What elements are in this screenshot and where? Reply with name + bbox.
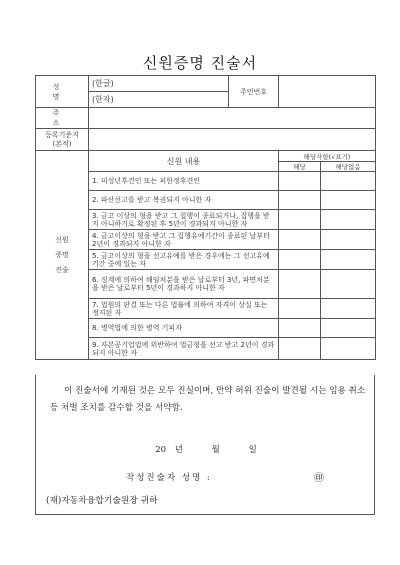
list-item: 9. 자본공기업법에 위반하여 벌금형을 선고 받고 2년이 경과되지 아니한 자: [89, 338, 279, 360]
hangul-label: (한글): [92, 79, 114, 88]
registered-base-label: 등록기준지: [45, 130, 79, 139]
name-hanja-field[interactable]: [89, 92, 229, 108]
side-label-line: 진술: [55, 265, 69, 274]
list-item: 7. 법원의 판결 또는 다른 법률에 의하여 자격이 상실 또는 정지된 자: [89, 299, 279, 319]
resident-number-field[interactable]: [279, 76, 376, 108]
name-hangul-field[interactable]: [89, 76, 229, 92]
name-label: 성 명: [36, 76, 89, 108]
item-3-yes-checkbox[interactable]: [279, 210, 321, 230]
list-item: 3. 금고 이상의 형을 받고 그 집행이 종료되거나, 집행을 받지 아니하기로 확정된 후 5년이 경과되지 아니한 자: [89, 210, 279, 230]
applicable-yes-header: 해당: [279, 162, 321, 172]
signer-label: 작성진술자 성명 :: [126, 473, 212, 483]
item-5-yes-checkbox[interactable]: [279, 250, 321, 270]
identity-side-label: [36, 151, 89, 360]
item-9-yes-checkbox[interactable]: [279, 338, 321, 360]
side-label-line: 증명: [55, 250, 69, 259]
item-9-no-checkbox[interactable]: [321, 338, 376, 360]
item-6-yes-checkbox[interactable]: [279, 270, 321, 299]
list-item: 6. 징계에 의하여 해임처분을 받은 날로부터 3년, 파면처분을 받은 날로부터 5년이 경과하지 아니한 자: [89, 270, 279, 299]
year-prefix: 20: [155, 445, 167, 455]
side-label-line: 신원: [55, 235, 69, 244]
item-4-no-checkbox[interactable]: [321, 230, 376, 250]
list-item: 2. 파산선고를 받고 복권되지 아니한 자: [89, 191, 279, 210]
registered-base-field[interactable]: [89, 129, 376, 151]
registered-base-sub: (본적): [52, 139, 72, 148]
item-2-no-checkbox[interactable]: [321, 191, 376, 210]
year-label: 년: [174, 445, 183, 455]
item-1-no-checkbox[interactable]: [321, 172, 376, 191]
applicable-header: 해당사항(√표기): [279, 151, 376, 162]
item-6-no-checkbox[interactable]: [321, 270, 376, 299]
item-8-no-checkbox[interactable]: [321, 319, 376, 338]
recipient-footer: (재)자동차융합기술원장 귀하: [46, 496, 158, 506]
registered-base-cell: [36, 129, 89, 151]
day-label: 일: [248, 445, 257, 455]
applicable-no-header: 해당없음: [321, 162, 376, 172]
content-header: 신원 내용: [89, 151, 279, 172]
item-1-yes-checkbox[interactable]: [279, 172, 321, 191]
item-8-yes-checkbox[interactable]: [279, 319, 321, 338]
month-label: 월: [211, 445, 220, 455]
seal-icon: ㊞: [314, 473, 324, 484]
item-5-no-checkbox[interactable]: [321, 250, 376, 270]
address-label: 주 소: [36, 108, 89, 129]
statement-form-table: [35, 75, 376, 360]
address-field[interactable]: [89, 108, 376, 129]
list-item: 5. 금고이상의 형을 선고유예를 받은 경우에는 그 선고유예기간 중에 있는 자: [89, 250, 279, 270]
list-item: 4. 금고이상의 형을 받고 그 집행유예기간이 종료된 날부터 2년이 경과되지 아니한 자: [89, 230, 279, 250]
item-7-yes-checkbox[interactable]: [279, 299, 321, 319]
oath-text: 이 진술서에 기재된 것은 모두 진실이며, 만약 허위 진술이 발견될 시는 임용 취소 등 처벌 조치를 감수할 것을 서약함.: [50, 386, 366, 413]
date-line: [36, 443, 376, 455]
resident-number-label: 주민번호: [229, 76, 279, 108]
item-4-yes-checkbox[interactable]: [279, 230, 321, 250]
list-item: 8. 병역법에 의한 병역 기피자: [89, 319, 279, 338]
item-2-yes-checkbox[interactable]: [279, 191, 321, 210]
item-3-no-checkbox[interactable]: [321, 210, 376, 230]
item-7-no-checkbox[interactable]: [321, 299, 376, 319]
list-item: 1. 피성년후견인 또는 피한정후견인: [89, 172, 279, 191]
page-title: 신원증명 진술서: [142, 54, 258, 72]
hanja-label: (한자): [92, 95, 114, 104]
